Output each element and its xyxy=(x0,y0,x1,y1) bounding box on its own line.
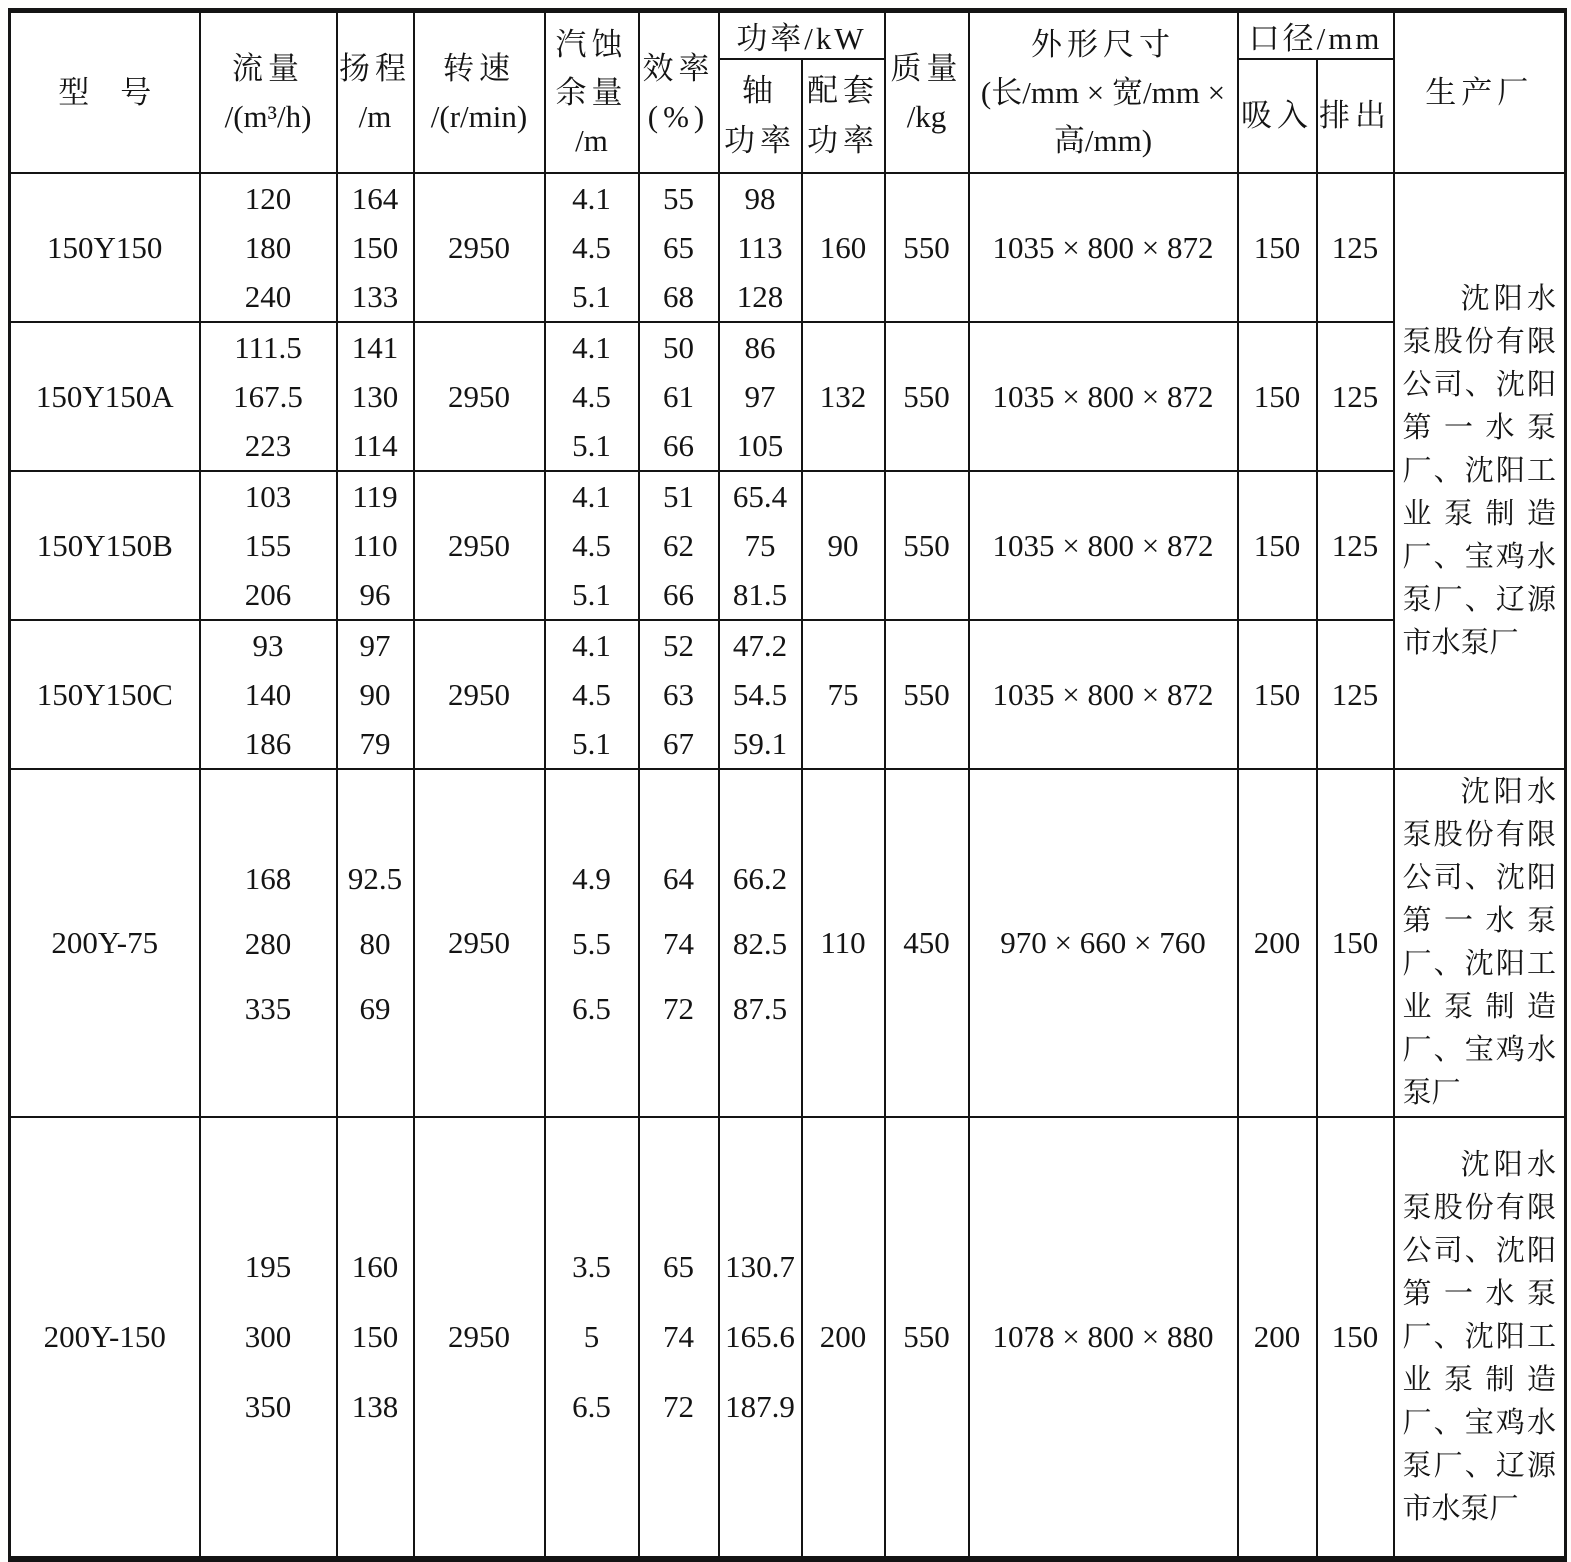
header-dimensions xyxy=(969,11,1238,174)
cell-discharge: 150 xyxy=(1317,769,1394,1117)
value-line: 5 xyxy=(583,1319,600,1354)
header-row-top xyxy=(10,11,1566,60)
value-line: 87.5 xyxy=(732,990,788,1026)
value-line: 128 xyxy=(736,279,784,314)
header-efficiency-unit: (%) xyxy=(647,98,710,134)
value-line: 66 xyxy=(663,577,694,612)
header-manufacturer xyxy=(1394,11,1566,174)
value-line: 105 xyxy=(736,428,784,463)
header-matched-power xyxy=(802,59,885,173)
value-line: 72 xyxy=(663,990,694,1026)
cell-matched-power: 200 xyxy=(802,1117,885,1559)
cell-model: 150Y150B xyxy=(10,471,200,620)
value-line: 186 xyxy=(244,726,292,761)
value-line: 180 xyxy=(244,230,292,265)
value-line: 72 xyxy=(663,1389,694,1424)
cell-discharge: 125 xyxy=(1317,471,1394,620)
value-line: 61 xyxy=(663,379,694,414)
value-line: 6.5 xyxy=(572,1389,611,1424)
cell-speed: 2950 xyxy=(414,471,545,620)
value-line: 150 xyxy=(351,230,399,265)
value-line: 240 xyxy=(244,279,292,314)
header-speed-label: 转速 xyxy=(443,50,515,86)
table-row xyxy=(10,769,1566,1117)
cell-discharge: 125 xyxy=(1317,620,1394,769)
header-head-unit: /m xyxy=(358,98,392,134)
header-npsh-label-1: 汽蚀 xyxy=(555,26,628,62)
cell-head xyxy=(337,769,414,1117)
header-head-label: 扬程 xyxy=(339,50,411,86)
cell-flow xyxy=(200,620,337,769)
value-line: 82.5 xyxy=(732,925,788,961)
cell-head xyxy=(337,471,414,620)
header-flow xyxy=(200,11,337,174)
header-dimensions-unit-1: (长/mm × 宽/mm × xyxy=(980,74,1226,110)
value-line: 164 xyxy=(351,181,399,216)
value-line: 74 xyxy=(663,925,694,961)
table-row xyxy=(10,173,1566,322)
header-manufacturer-label: 生产厂 xyxy=(1425,74,1534,110)
cell-mass: 550 xyxy=(885,620,969,769)
cell-mass: 550 xyxy=(885,1117,969,1559)
value-line: 4.1 xyxy=(572,628,611,663)
value-line: 96 xyxy=(359,577,391,612)
header-mass xyxy=(885,11,969,174)
value-line: 168 xyxy=(244,860,292,896)
value-line: 165.6 xyxy=(725,1319,795,1354)
value-line: 140 xyxy=(244,677,292,712)
cell-dimensions: 1035 × 800 × 872 xyxy=(969,322,1238,471)
header-efficiency xyxy=(639,11,719,174)
cell-speed: 2950 xyxy=(414,1117,545,1559)
value-line: 54.5 xyxy=(732,677,788,712)
value-line: 66.2 xyxy=(732,860,788,896)
value-line: 113 xyxy=(737,230,783,265)
value-line: 160 xyxy=(351,1249,399,1284)
value-line: 5.1 xyxy=(572,428,611,463)
cell-model: 150Y150 xyxy=(10,173,200,322)
value-line: 280 xyxy=(244,925,292,961)
table-header xyxy=(10,11,1566,174)
value-line: 4.5 xyxy=(572,230,611,265)
header-dimensions-label: 外形尺寸 xyxy=(1031,26,1175,62)
value-line: 66 xyxy=(663,428,694,463)
cell-suction: 150 xyxy=(1238,620,1317,769)
cell-discharge: 125 xyxy=(1317,322,1394,471)
value-line: 4.1 xyxy=(572,479,611,514)
pump-spec-table xyxy=(8,8,1567,1562)
header-discharge xyxy=(1317,59,1394,173)
cell-dimensions: 970 × 660 × 760 xyxy=(969,769,1238,1117)
header-npsh-label-2: 余量 xyxy=(555,74,628,110)
cell-npsh xyxy=(545,173,639,322)
cell-flow xyxy=(200,322,337,471)
cell-model: 150Y150C xyxy=(10,620,200,769)
value-line: 67 xyxy=(663,726,694,761)
value-line: 80 xyxy=(359,925,391,961)
cell-flow xyxy=(200,769,337,1117)
cell-npsh xyxy=(545,471,639,620)
value-line: 62 xyxy=(663,528,694,563)
cell-speed: 2950 xyxy=(414,322,545,471)
table-row xyxy=(10,620,1566,769)
header-model xyxy=(10,11,200,174)
cell-suction: 150 xyxy=(1238,471,1317,620)
cell-model: 200Y-150 xyxy=(10,1117,200,1559)
value-line: 4.5 xyxy=(572,379,611,414)
header-model-label: 型 号 xyxy=(58,74,152,110)
cell-discharge: 125 xyxy=(1317,173,1394,322)
cell-dimensions: 1035 × 800 × 872 xyxy=(969,620,1238,769)
value-line: 111.5 xyxy=(234,330,302,365)
header-matched-power-label-2: 功率 xyxy=(807,123,879,158)
header-dimensions-unit-2: 高/mm) xyxy=(1053,122,1153,158)
cell-manufacturer: 沈阳水泵股份有限公司、沈阳第一水泵厂、沈阳工业泵制造厂、宝鸡水泵厂 xyxy=(1394,769,1566,1117)
value-line: 4.9 xyxy=(572,860,611,896)
value-line: 5.1 xyxy=(572,279,611,314)
value-line: 50 xyxy=(663,330,694,365)
cell-matched-power: 160 xyxy=(802,173,885,322)
table-row xyxy=(10,322,1566,471)
value-line: 130.7 xyxy=(725,1249,795,1284)
value-line: 114 xyxy=(352,428,398,463)
value-line: 51 xyxy=(663,479,694,514)
value-line: 167.5 xyxy=(233,379,303,414)
cell-shaft-power xyxy=(719,769,802,1117)
header-npsh xyxy=(545,11,639,174)
cell-shaft-power xyxy=(719,322,802,471)
cell-head xyxy=(337,322,414,471)
cell-model: 150Y150A xyxy=(10,322,200,471)
value-line: 68 xyxy=(663,279,694,314)
value-line: 69 xyxy=(359,990,391,1026)
value-line: 4.5 xyxy=(572,528,611,563)
value-line: 3.5 xyxy=(572,1249,611,1284)
header-power-group: 功率/kW xyxy=(719,11,885,60)
header-mass-label: 质量 xyxy=(890,50,963,86)
cell-npsh xyxy=(545,322,639,471)
header-mass-unit: /kg xyxy=(906,98,947,134)
header-speed xyxy=(414,11,545,174)
value-line: 4.5 xyxy=(572,677,611,712)
cell-efficiency xyxy=(639,1117,719,1559)
value-line: 65.4 xyxy=(732,479,788,514)
header-speed-unit: /(r/min) xyxy=(430,98,528,134)
header-matched-power-label-1: 配套 xyxy=(807,73,879,108)
cell-matched-power: 75 xyxy=(802,620,885,769)
value-line: 133 xyxy=(351,279,399,314)
cell-speed: 2950 xyxy=(414,173,545,322)
cell-mass: 550 xyxy=(885,322,969,471)
cell-mass: 550 xyxy=(885,173,969,322)
cell-head xyxy=(337,173,414,322)
cell-dimensions: 1035 × 800 × 872 xyxy=(969,471,1238,620)
value-line: 92.5 xyxy=(347,860,403,896)
cell-npsh xyxy=(545,1117,639,1559)
value-line: 5.1 xyxy=(572,726,611,761)
cell-shaft-power xyxy=(719,1117,802,1559)
value-line: 97 xyxy=(744,379,776,414)
header-suction xyxy=(1238,59,1317,173)
value-line: 97 xyxy=(359,628,391,663)
header-shaft-power-label-2: 功率 xyxy=(724,123,796,158)
cell-dimensions: 1035 × 800 × 872 xyxy=(969,173,1238,322)
cell-suction: 150 xyxy=(1238,173,1317,322)
table-row xyxy=(10,471,1566,620)
header-bore-group: 口径/mm xyxy=(1238,11,1394,60)
value-line: 141 xyxy=(351,330,399,365)
value-line: 195 xyxy=(244,1249,292,1284)
value-line: 335 xyxy=(244,990,292,1026)
value-line: 52 xyxy=(663,628,694,663)
table-body xyxy=(10,173,1566,1559)
value-line: 110 xyxy=(352,528,398,563)
header-suction-label: 吸入 xyxy=(1241,98,1313,133)
value-line: 130 xyxy=(351,379,399,414)
value-line: 65 xyxy=(663,230,694,265)
cell-efficiency xyxy=(639,173,719,322)
cell-dimensions: 1078 × 800 × 880 xyxy=(969,1117,1238,1559)
value-line: 138 xyxy=(351,1389,399,1424)
cell-manufacturer: 沈阳水泵股份有限公司、沈阳第一水泵厂、沈阳工业泵制造厂、宝鸡水泵厂、辽源市水泵厂 xyxy=(1394,1117,1566,1559)
value-line: 120 xyxy=(244,181,292,216)
value-line: 59.1 xyxy=(732,726,788,761)
value-line: 155 xyxy=(244,528,292,563)
header-head xyxy=(337,11,414,174)
value-line: 300 xyxy=(244,1319,292,1354)
header-shaft-power-label-1: 轴 xyxy=(742,73,778,108)
cell-mass: 550 xyxy=(885,471,969,620)
cell-shaft-power xyxy=(719,620,802,769)
value-line: 90 xyxy=(359,677,391,712)
cell-head xyxy=(337,1117,414,1559)
cell-matched-power: 90 xyxy=(802,471,885,620)
header-flow-unit: /(m³/h) xyxy=(224,98,312,134)
value-line: 81.5 xyxy=(732,577,788,612)
cell-efficiency xyxy=(639,769,719,1117)
value-line: 64 xyxy=(663,860,694,896)
value-line: 98 xyxy=(744,181,776,216)
cell-head xyxy=(337,620,414,769)
value-line: 4.1 xyxy=(572,330,611,365)
value-line: 75 xyxy=(744,528,776,563)
cell-suction: 200 xyxy=(1238,1117,1317,1559)
value-line: 74 xyxy=(663,1319,694,1354)
cell-speed: 2950 xyxy=(414,769,545,1117)
cell-shaft-power xyxy=(719,173,802,322)
value-line: 4.1 xyxy=(572,181,611,216)
value-line: 350 xyxy=(244,1389,292,1424)
cell-matched-power: 110 xyxy=(802,769,885,1117)
value-line: 65 xyxy=(663,1249,694,1284)
cell-flow xyxy=(200,173,337,322)
cell-flow xyxy=(200,471,337,620)
cell-discharge: 150 xyxy=(1317,1117,1394,1559)
cell-suction: 150 xyxy=(1238,322,1317,471)
header-efficiency-label: 效率 xyxy=(642,50,715,86)
cell-efficiency xyxy=(639,620,719,769)
cell-suction: 200 xyxy=(1238,769,1317,1117)
cell-flow xyxy=(200,1117,337,1559)
value-line: 6.5 xyxy=(572,990,611,1026)
header-discharge-label: 排出 xyxy=(1319,98,1391,133)
value-line: 86 xyxy=(744,330,776,365)
header-shaft-power xyxy=(719,59,802,173)
cell-model: 200Y-75 xyxy=(10,769,200,1117)
header-npsh-unit: /m xyxy=(575,122,608,158)
value-line: 103 xyxy=(244,479,292,514)
value-line: 5.5 xyxy=(572,925,611,961)
value-line: 187.9 xyxy=(725,1389,795,1424)
header-flow-label: 流量 xyxy=(232,50,304,86)
value-line: 93 xyxy=(252,628,284,663)
value-line: 206 xyxy=(244,577,292,612)
value-line: 5.1 xyxy=(572,577,611,612)
cell-matched-power: 132 xyxy=(802,322,885,471)
value-line: 47.2 xyxy=(732,628,788,663)
value-line: 150 xyxy=(351,1319,399,1354)
cell-efficiency xyxy=(639,471,719,620)
value-line: 63 xyxy=(663,677,694,712)
value-line: 223 xyxy=(244,428,292,463)
cell-mass: 450 xyxy=(885,769,969,1117)
cell-manufacturer: 沈阳水泵股份有限公司、沈阳第一水泵厂、沈阳工业泵制造厂、宝鸡水泵厂、辽源市水泵厂 xyxy=(1394,173,1566,769)
cell-shaft-power xyxy=(719,471,802,620)
cell-speed: 2950 xyxy=(414,620,545,769)
cell-npsh xyxy=(545,769,639,1117)
cell-npsh xyxy=(545,620,639,769)
value-line: 119 xyxy=(352,479,398,514)
value-line: 79 xyxy=(359,726,391,761)
table-row xyxy=(10,1117,1566,1559)
value-line: 55 xyxy=(663,181,694,216)
cell-efficiency xyxy=(639,322,719,471)
